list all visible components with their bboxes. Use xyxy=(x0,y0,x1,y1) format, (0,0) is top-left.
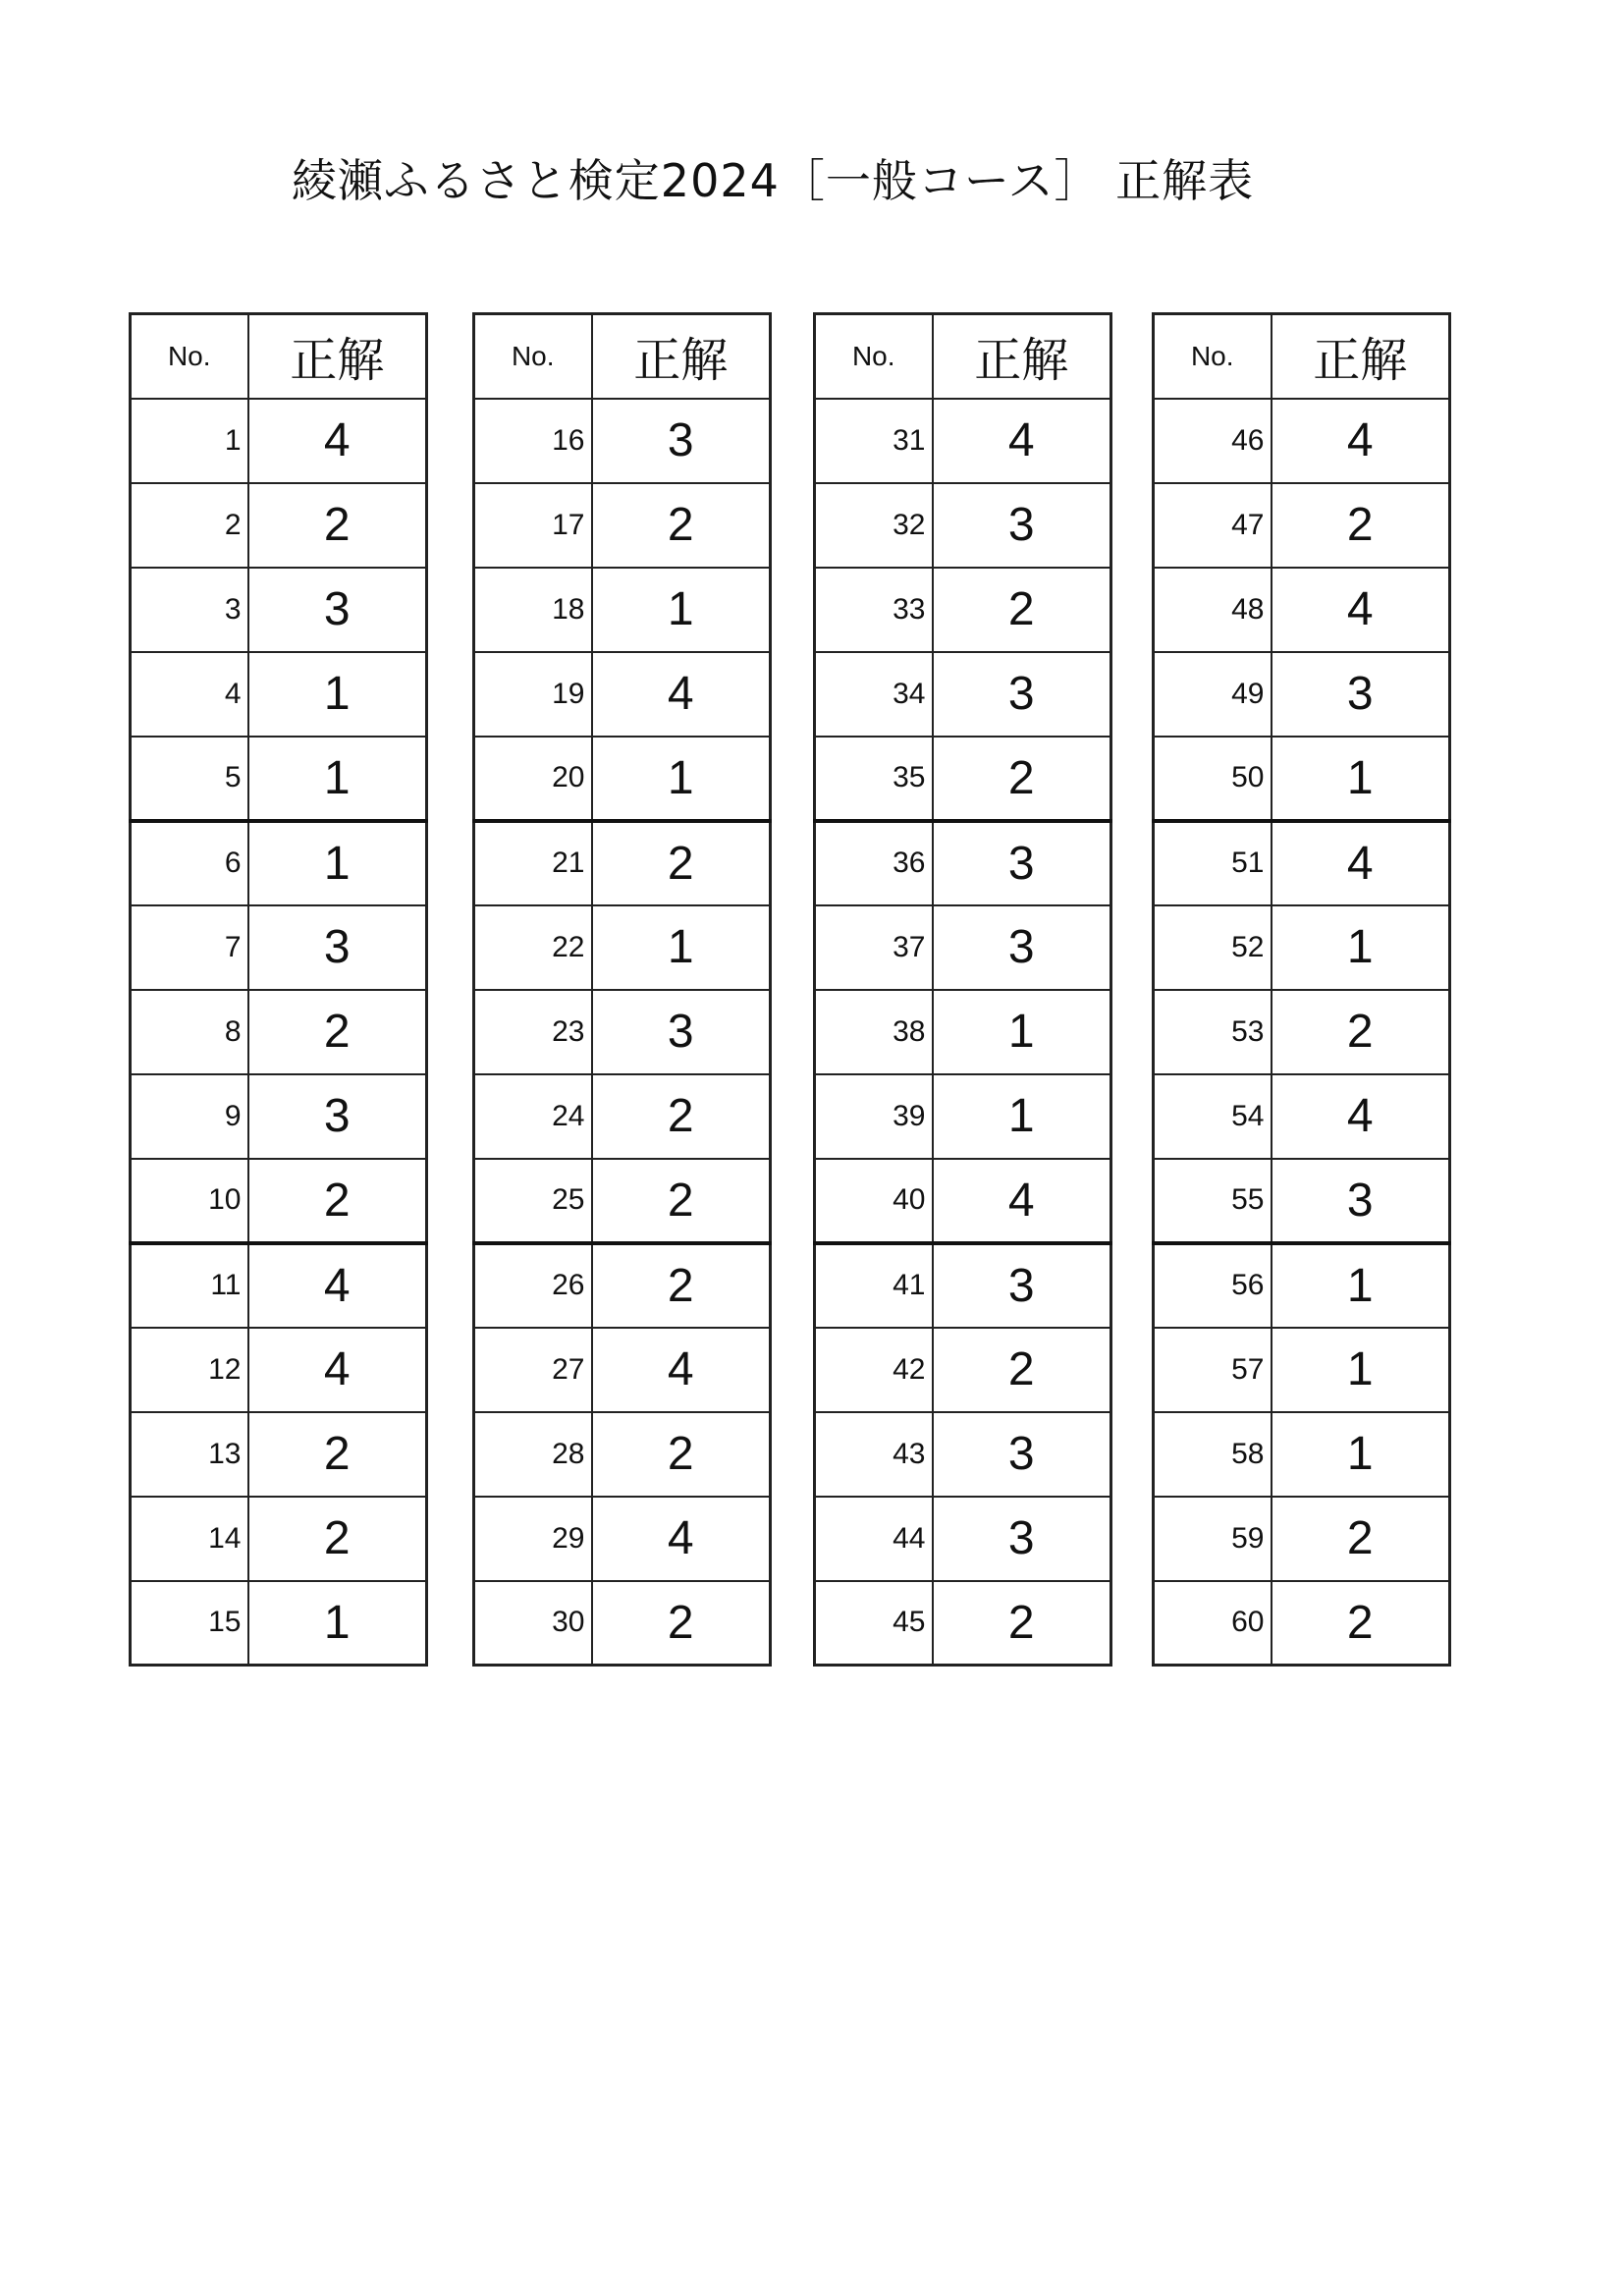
question-number: 7 xyxy=(131,905,248,990)
question-number: 25 xyxy=(474,1159,592,1243)
correct-answer: 2 xyxy=(592,1581,771,1666)
table-row xyxy=(815,652,1111,737)
correct-answer: 1 xyxy=(1272,905,1450,990)
question-number: 36 xyxy=(815,821,933,905)
table-row xyxy=(1154,399,1450,483)
table-row xyxy=(131,1581,427,1666)
header-answer: 正解 xyxy=(1272,314,1450,399)
table-row xyxy=(815,1412,1111,1497)
correct-answer: 3 xyxy=(592,990,771,1074)
question-number: 44 xyxy=(815,1497,933,1581)
table-row xyxy=(474,652,771,737)
table-row xyxy=(131,1074,427,1159)
correct-answer: 1 xyxy=(248,737,427,821)
question-number: 41 xyxy=(815,1243,933,1328)
question-number: 16 xyxy=(474,399,592,483)
question-number: 40 xyxy=(815,1159,933,1243)
question-number: 8 xyxy=(131,990,248,1074)
correct-answer: 2 xyxy=(933,568,1111,652)
table-row xyxy=(1154,568,1450,652)
table-row xyxy=(131,399,427,483)
question-number: 17 xyxy=(474,483,592,568)
correct-answer: 3 xyxy=(1272,1159,1450,1243)
answer-table-3 xyxy=(813,312,1112,1667)
question-number: 4 xyxy=(131,652,248,737)
question-number: 48 xyxy=(1154,568,1272,652)
answer-table-2 xyxy=(472,312,772,1667)
question-number: 53 xyxy=(1154,990,1272,1074)
question-number: 47 xyxy=(1154,483,1272,568)
table-header-row xyxy=(1154,314,1450,399)
table-row xyxy=(815,905,1111,990)
question-number: 21 xyxy=(474,821,592,905)
correct-answer: 2 xyxy=(592,821,771,905)
table-row xyxy=(131,1328,427,1412)
correct-answer: 1 xyxy=(592,568,771,652)
correct-answer: 1 xyxy=(592,737,771,821)
question-number: 6 xyxy=(131,821,248,905)
correct-answer: 4 xyxy=(248,1243,427,1328)
correct-answer: 1 xyxy=(248,1581,427,1666)
question-number: 57 xyxy=(1154,1328,1272,1412)
question-number: 49 xyxy=(1154,652,1272,737)
question-number: 39 xyxy=(815,1074,933,1159)
correct-answer: 2 xyxy=(933,1328,1111,1412)
header-answer: 正解 xyxy=(933,314,1111,399)
question-number: 54 xyxy=(1154,1074,1272,1159)
table-row xyxy=(1154,652,1450,737)
correct-answer: 2 xyxy=(1272,483,1450,568)
correct-answer: 2 xyxy=(1272,1581,1450,1666)
correct-answer: 3 xyxy=(592,399,771,483)
table-header-row xyxy=(815,314,1111,399)
question-number: 20 xyxy=(474,737,592,821)
question-number: 56 xyxy=(1154,1243,1272,1328)
question-number: 38 xyxy=(815,990,933,1074)
correct-answer: 4 xyxy=(592,1328,771,1412)
header-answer: 正解 xyxy=(248,314,427,399)
question-number: 15 xyxy=(131,1581,248,1666)
table-row xyxy=(474,905,771,990)
correct-answer: 1 xyxy=(933,990,1111,1074)
correct-answer: 2 xyxy=(1272,1497,1450,1581)
correct-answer: 2 xyxy=(248,990,427,1074)
correct-answer: 2 xyxy=(933,737,1111,821)
table-row xyxy=(131,905,427,990)
question-number: 42 xyxy=(815,1328,933,1412)
question-number: 27 xyxy=(474,1328,592,1412)
correct-answer: 1 xyxy=(933,1074,1111,1159)
correct-answer: 3 xyxy=(933,652,1111,737)
correct-answer: 1 xyxy=(1272,737,1450,821)
question-number: 10 xyxy=(131,1159,248,1243)
table-row xyxy=(131,652,427,737)
header-no: No. xyxy=(131,314,248,399)
correct-answer: 4 xyxy=(592,1497,771,1581)
table-row xyxy=(815,1328,1111,1412)
question-number: 35 xyxy=(815,737,933,821)
question-number: 9 xyxy=(131,1074,248,1159)
question-number: 45 xyxy=(815,1581,933,1666)
question-number: 55 xyxy=(1154,1159,1272,1243)
table-row xyxy=(1154,1159,1450,1243)
table-row xyxy=(815,1159,1111,1243)
header-no: No. xyxy=(474,314,592,399)
table-row xyxy=(131,1243,427,1328)
table-row xyxy=(474,1581,771,1666)
table-row xyxy=(815,737,1111,821)
table-row xyxy=(815,821,1111,905)
correct-answer: 2 xyxy=(248,483,427,568)
page-title: 綾瀬ふるさと検定2024［一般コース］ 正解表 xyxy=(291,154,1255,207)
correct-answer: 3 xyxy=(1272,652,1450,737)
question-number: 23 xyxy=(474,990,592,1074)
question-number: 5 xyxy=(131,737,248,821)
question-number: 13 xyxy=(131,1412,248,1497)
correct-answer: 4 xyxy=(933,1159,1111,1243)
table-row xyxy=(1154,1243,1450,1328)
table-row xyxy=(1154,1074,1450,1159)
table-row xyxy=(815,568,1111,652)
table-row xyxy=(815,1497,1111,1581)
correct-answer: 3 xyxy=(933,905,1111,990)
table-row xyxy=(474,737,771,821)
table-row xyxy=(474,990,771,1074)
table-row xyxy=(474,568,771,652)
correct-answer: 3 xyxy=(933,1243,1111,1328)
table-row xyxy=(815,1243,1111,1328)
question-number: 26 xyxy=(474,1243,592,1328)
question-number: 2 xyxy=(131,483,248,568)
correct-answer: 4 xyxy=(933,399,1111,483)
table-row xyxy=(474,1328,771,1412)
table-row xyxy=(131,990,427,1074)
question-number: 3 xyxy=(131,568,248,652)
question-number: 33 xyxy=(815,568,933,652)
question-number: 34 xyxy=(815,652,933,737)
table-row xyxy=(131,483,427,568)
question-number: 60 xyxy=(1154,1581,1272,1666)
question-number: 19 xyxy=(474,652,592,737)
table-row xyxy=(815,399,1111,483)
correct-answer: 2 xyxy=(592,1412,771,1497)
correct-answer: 2 xyxy=(933,1581,1111,1666)
table-row xyxy=(815,483,1111,568)
question-number: 11 xyxy=(131,1243,248,1328)
correct-answer: 2 xyxy=(592,1243,771,1328)
correct-answer: 4 xyxy=(248,1328,427,1412)
correct-answer: 1 xyxy=(592,905,771,990)
question-number: 43 xyxy=(815,1412,933,1497)
correct-answer: 2 xyxy=(248,1497,427,1581)
correct-answer: 3 xyxy=(933,483,1111,568)
table-row xyxy=(474,821,771,905)
correct-answer: 4 xyxy=(1272,1074,1450,1159)
table-row xyxy=(131,1159,427,1243)
question-number: 32 xyxy=(815,483,933,568)
table-row xyxy=(474,399,771,483)
question-number: 58 xyxy=(1154,1412,1272,1497)
correct-answer: 3 xyxy=(248,1074,427,1159)
correct-answer: 4 xyxy=(592,652,771,737)
answer-table-4 xyxy=(1152,312,1451,1667)
table-row xyxy=(474,483,771,568)
correct-answer: 2 xyxy=(248,1412,427,1497)
question-number: 24 xyxy=(474,1074,592,1159)
question-number: 22 xyxy=(474,905,592,990)
table-row xyxy=(815,1581,1111,1666)
table-row xyxy=(474,1159,771,1243)
correct-answer: 1 xyxy=(248,821,427,905)
correct-answer: 3 xyxy=(933,1497,1111,1581)
table-row xyxy=(1154,1412,1450,1497)
question-number: 14 xyxy=(131,1497,248,1581)
table-row xyxy=(1154,990,1450,1074)
correct-answer: 3 xyxy=(933,1412,1111,1497)
table-row xyxy=(1154,1497,1450,1581)
answer-table-1 xyxy=(129,312,428,1667)
question-number: 51 xyxy=(1154,821,1272,905)
correct-answer: 2 xyxy=(592,1074,771,1159)
table-row xyxy=(1154,483,1450,568)
question-number: 12 xyxy=(131,1328,248,1412)
table-row xyxy=(474,1497,771,1581)
table-row xyxy=(1154,905,1450,990)
table-row xyxy=(131,821,427,905)
table-row xyxy=(131,568,427,652)
table-row xyxy=(131,737,427,821)
correct-answer: 4 xyxy=(1272,399,1450,483)
question-number: 30 xyxy=(474,1581,592,1666)
table-row xyxy=(474,1243,771,1328)
header-no: No. xyxy=(815,314,933,399)
correct-answer: 1 xyxy=(248,652,427,737)
table-row xyxy=(474,1074,771,1159)
question-number: 18 xyxy=(474,568,592,652)
correct-answer: 1 xyxy=(1272,1412,1450,1497)
question-number: 46 xyxy=(1154,399,1272,483)
question-number: 29 xyxy=(474,1497,592,1581)
correct-answer: 2 xyxy=(592,483,771,568)
table-row xyxy=(815,990,1111,1074)
table-row xyxy=(1154,821,1450,905)
correct-answer: 4 xyxy=(248,399,427,483)
correct-answer: 3 xyxy=(248,905,427,990)
table-header-row xyxy=(474,314,771,399)
question-number: 59 xyxy=(1154,1497,1272,1581)
correct-answer: 1 xyxy=(1272,1243,1450,1328)
question-number: 1 xyxy=(131,399,248,483)
question-number: 31 xyxy=(815,399,933,483)
question-number: 28 xyxy=(474,1412,592,1497)
header-no: No. xyxy=(1154,314,1272,399)
table-row xyxy=(131,1497,427,1581)
question-number: 50 xyxy=(1154,737,1272,821)
table-row xyxy=(1154,1328,1450,1412)
table-row xyxy=(815,1074,1111,1159)
question-number: 37 xyxy=(815,905,933,990)
correct-answer: 4 xyxy=(1272,821,1450,905)
question-number: 52 xyxy=(1154,905,1272,990)
correct-answer: 4 xyxy=(1272,568,1450,652)
correct-answer: 2 xyxy=(1272,990,1450,1074)
correct-answer: 1 xyxy=(1272,1328,1450,1412)
correct-answer: 2 xyxy=(248,1159,427,1243)
table-row xyxy=(1154,1581,1450,1666)
table-header-row xyxy=(131,314,427,399)
table-row xyxy=(474,1412,771,1497)
table-row xyxy=(1154,737,1450,821)
correct-answer: 3 xyxy=(933,821,1111,905)
header-answer: 正解 xyxy=(592,314,771,399)
table-row xyxy=(131,1412,427,1497)
correct-answer: 3 xyxy=(248,568,427,652)
correct-answer: 2 xyxy=(592,1159,771,1243)
